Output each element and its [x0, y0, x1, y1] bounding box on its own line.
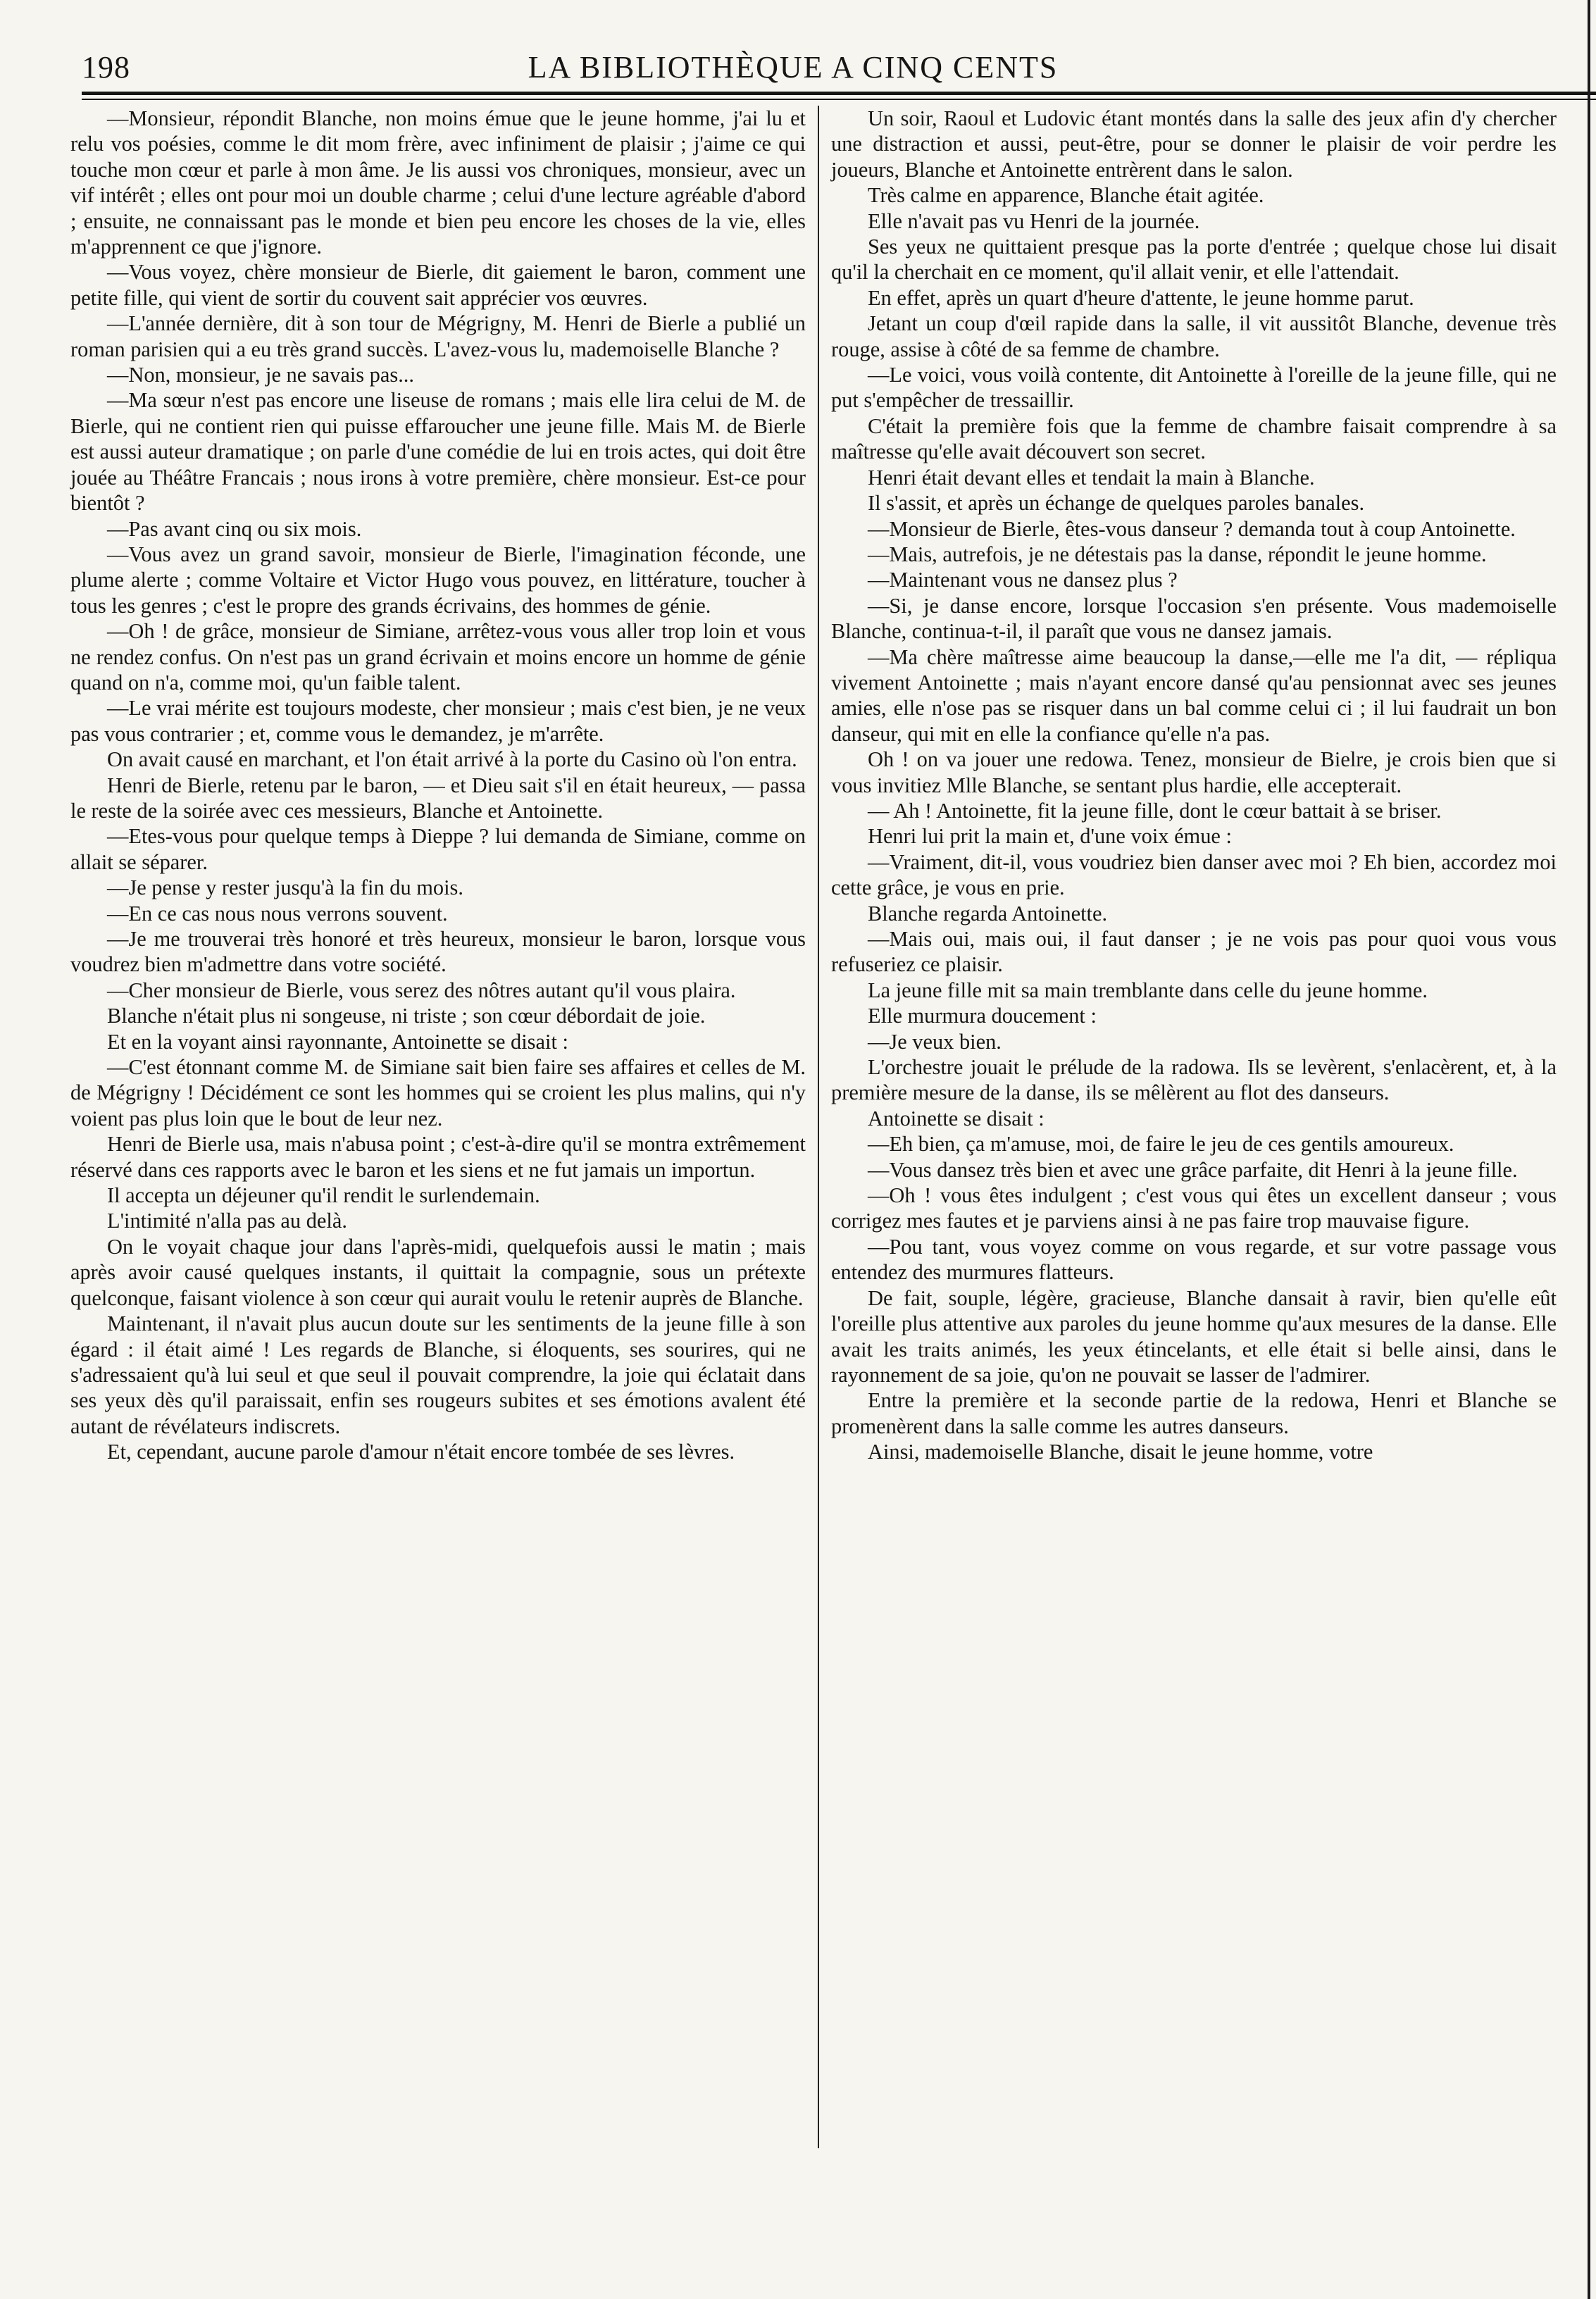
paragraph: —Mais, autrefois, je ne détestais pas la danse, répondit le jeune homme.: [868, 542, 1487, 566]
paragraph: —Vous dansez très bien et avec une grâce parfaite, dit Henri à la jeune fille.: [868, 1157, 1518, 1182]
running-title: LA BIBLIOTHÈQUE A CINQ CENTS: [528, 50, 1059, 85]
column-divider: [818, 106, 819, 2148]
paragraph: Blanche n'était plus ni songeuse, ni triste ; son cœur débordait de joie.: [107, 1004, 706, 1028]
header-rule: [82, 92, 1596, 95]
paragraph: —En ce cas nous nous verrons souvent.: [107, 901, 448, 926]
paragraph: —Pou tant, vous voyez comme on vous regarde, et sur votre passage vous entendez des murmures flatteurs.: [831, 1234, 1557, 1285]
paragraph: En effet, après un quart d'heure d'attente, le jeune homme parut.: [868, 285, 1414, 310]
paragraph: Henri de Bierle, retenu par le baron, — et Dieu sait s'il en était heureux, — passa le reste de la soirée avec ces messieurs, Blanche et Antoinette.: [70, 773, 806, 823]
paragraph: Entre la première et la seconde partie de la redowa, Henri et Blanche se promenèrent dans la salle comme les autres danseurs.: [831, 1388, 1557, 1438]
page-edge: [1588, 0, 1590, 2299]
paragraph: —Je me trouverai très honoré et très heureux, monsieur le baron, lorsque vous voudrez bien m'admettre dans votre société.: [70, 927, 806, 977]
paragraph: Antoinette se disait :: [868, 1106, 1045, 1130]
paragraph: —Ma chère maîtresse aime beaucoup la danse,—elle me l'a dit, — répliqua vivement Antoinette ; mais n'ayant encore dansé qu'au pensionnat avec ses jeunes amies, elle n'ose pas se risquer dans un bal comme celui ci ; il lui faudrait un bon danseur, qui mit en elle la confiance qu'elle n'a pas.: [831, 644, 1557, 746]
paragraph: L'orchestre jouait le prélude de la radowa. Ils se levèrent, s'enlacèrent, et, à la première mesure de la danse, ils se mêlèrent au flot des danseurs.: [831, 1055, 1557, 1105]
paragraph: Henri était devant elles et tendait la main à Blanche.: [868, 465, 1315, 490]
paragraph: Elle n'avait pas vu Henri de la journée.: [868, 208, 1200, 233]
paragraph: On avait causé en marchant, et l'on était arrivé à la porte du Casino où l'on entra.: [107, 747, 797, 772]
paragraph: —L'année dernière, dit à son tour de Mégrigny, M. Henri de Bierle a publié un roman parisien qui a eu très grand succès. L'avez-vous lu, mademoiselle Blanche ?: [70, 311, 806, 361]
paragraph: —Monsieur de Bierle, êtes-vous danseur ? demanda tout à coup Antoinette.: [868, 516, 1516, 541]
paragraph: —Oh ! vous êtes indulgent ; c'est vous qui êtes un excellent danseur ; vous corrigez mes fautes et je parviens ainsi à ne pas faire trop mauvaise figure.: [831, 1183, 1557, 1233]
paragraph: Henri lui prit la main et, d'une voix émue :: [868, 824, 1232, 849]
paragraph: Il accepta un déjeuner qu'il rendit le surlendemain.: [107, 1183, 540, 1208]
left-column: [70, 106, 806, 1465]
page-number: 198: [82, 50, 130, 85]
paragraph: C'était la première fois que la femme de chambre faisait comprendre à sa maîtresse qu'elle avait découvert son secret.: [831, 413, 1557, 464]
paragraph: —Oh ! de grâce, monsieur de Simiane, arrêtez-vous vous aller trop loin et vous ne rendez confus. On n'est pas un grand écrivain et moins encore un homme de génie quand on n'a, comme moi, qu'un faible talent.: [70, 619, 806, 694]
paragraph: Il s'assit, et après un échange de quelques paroles banales.: [868, 491, 1365, 516]
paragraph: —Mais oui, mais oui, il faut danser ; je ne vois pas pour quoi vous vous refuseriez ce plaisir.: [831, 927, 1557, 977]
paragraph: —Je veux bien.: [868, 1029, 1002, 1054]
paragraph: —Maintenant vous ne dansez plus ?: [868, 568, 1178, 592]
paragraph: La jeune fille mit sa main tremblante dans celle du jeune homme.: [868, 978, 1428, 1002]
paragraph: On le voyait chaque jour dans l'après-midi, quelquefois aussi le matin ; mais après avoir causé quelques instants, il quittait la compagnie, sous un prétexte quelconque, faisant violence à son cœur qui aurait voulu le retenir auprès de Blanche.: [70, 1234, 806, 1310]
paragraph: —Monsieur, répondit Blanche, non moins émue que le jeune homme, j'ai lu et relu vos poésies, comme le dit mom frère, avec infiniment de plaisir ; j'aime ce qui touche mon cœur et parle à mon âme. Je lis aussi vos chroniques, monsieur, avec un vif intérêt ; elles ont pour moi un double charme ; celui d'une lecture agréable d'abord ; ensuite, ne connaissant pas le monde et bien peu encore les choses de la vie, elles m'apprennent ce que j'ignore.: [70, 106, 806, 259]
paragraph: —Eh bien, ça m'amuse, moi, de faire le jeu de ces gentils amoureux.: [868, 1132, 1454, 1157]
paragraph: Maintenant, il n'avait plus aucun doute sur les sentiments de la jeune fille à son égard : il était aimé ! Les regards de Blanche, si éloquents, ses sourires, qui ne s'adressaient qu'à lui seul et que seul il pouvait comprendre, la joie qui éclatait dans ses yeux dès qu'il paraissait, enfin ses rougeurs subites et ses émotions avalent été autant de révélateurs indiscrets.: [70, 1312, 806, 1438]
paragraph: —Cher monsieur de Bierle, vous serez des nôtres autant qu'il vous plaira.: [107, 978, 736, 1002]
header-rule-thin: [82, 99, 1596, 100]
paragraph: Ses yeux ne quittaient presque pas la porte d'entrée ; quelque chose lui disait qu'il la cherchait en ce moment, qu'il allait venir, et elle l'attendait.: [831, 235, 1557, 285]
paragraph: —Pas avant cinq ou six mois.: [107, 516, 362, 541]
paragraph: —Le voici, vous voilà contente, dit Antoinette à l'oreille de la jeune fille, qui ne put s'empêcher de tressaillir.: [831, 363, 1557, 413]
paragraph: Henri de Bierle usa, mais n'abusa point ; c'est-à-dire qu'il se montra extrêmement réservé dans ces rapports avec le baron et les siens et ne fut jamais un importun.: [70, 1132, 806, 1182]
paragraph: —Le vrai mérite est toujours modeste, cher monsieur ; mais c'est bien, je ne veux pas vous contrarier ; et, comme vous le demandez, je m'arrête.: [70, 696, 806, 746]
paragraph: —Si, je danse encore, lorsque l'occasion s'en présente. Vous mademoiselle Blanche, continua-t-il, il paraît que vous ne dansez jamais.: [831, 593, 1557, 644]
paragraph: —Vraiment, dit-il, vous voudriez bien danser avec moi ? Eh bien, accordez moi cette grâce, je vous en prie.: [831, 849, 1557, 900]
paragraph: L'intimité n'alla pas au delà.: [107, 1209, 347, 1233]
paragraph: —Etes-vous pour quelque temps à Dieppe ? lui demanda de Simiane, comme on allait se séparer.: [70, 824, 806, 874]
paragraph: — Ah ! Antoinette, fit la jeune fille, dont le cœur battait à se briser.: [868, 798, 1442, 823]
paragraph: De fait, souple, légère, gracieuse, Blanche dansait à ravir, bien qu'elle eût l'oreille plus attentive aux paroles du jeune homme qu'aux mesures de la danse. Elle avait les traits animés, les yeux étincelants, et elle était si belle ainsi, dans le rayonnement de sa joie, qu'on ne pouvait se lasser de l'admirer.: [831, 1285, 1557, 1387]
paragraph: —Non, monsieur, je ne savais pas...: [107, 363, 414, 387]
paragraph: Elle murmura doucement :: [868, 1004, 1097, 1028]
paragraph: —Ma sœur n'est pas encore une liseuse de romans ; mais elle lira celui de M. de Bierle, qui ne contient rien qui puisse effaroucher une jeune fille. Mais M. de Bierle est aussi auteur dramatique ; on parle d'une comédie de lui en trois actes, qui doit être jouée au Théâtre Francais ; nous irons à votre première, chère monsieur. Est-ce pour bientôt ?: [70, 388, 806, 516]
paragraph: Jetant un coup d'œil rapide dans la salle, il vit aussitôt Blanche, devenue très rouge, assise à côté de sa femme de chambre.: [831, 311, 1557, 361]
paragraph: —Vous voyez, chère monsieur de Bierle, dit gaiement le baron, comment une petite fille, qui vient de sortir du couvent sait apprécier vos œuvres.: [70, 260, 806, 310]
right-column: [831, 106, 1557, 1465]
paragraph: —C'est étonnant comme M. de Simiane sait bien faire ses affaires et celles de M. de Mégrigny ! Décidément ce sont les hommes qui se croient les plus malins, qui n'y voient pas plus loin que le bout de leur nez.: [70, 1055, 806, 1130]
paragraph: Et en la voyant ainsi rayonnante, Antoinette se disait :: [107, 1029, 568, 1054]
page-header: [82, 44, 1504, 90]
paragraph: Oh ! on va jouer une redowa. Tenez, monsieur de Bielre, je crois bien que si vous invitiez Mlle Blanche, se sentant plus hardie, elle accepterait.: [831, 747, 1557, 797]
paragraph: Blanche regarda Antoinette.: [868, 901, 1108, 926]
paragraph: —Je pense y rester jusqu'à la fin du mois.: [107, 876, 463, 900]
paragraph: Très calme en apparence, Blanche était agitée.: [868, 183, 1264, 208]
paragraph: Un soir, Raoul et Ludovic étant montés dans la salle des jeux afin d'y chercher une distraction et aussi, peut-être, pour se donner le plaisir de voir perdre les joueurs, Blanche et Antoinette entrèrent dans le salon.: [831, 106, 1557, 182]
paragraph: Ainsi, mademoiselle Blanche, disait le jeune homme, votre: [868, 1440, 1373, 1464]
paragraph: Et, cependant, aucune parole d'amour n'était encore tombée de ses lèvres.: [107, 1440, 735, 1464]
paragraph: —Vous avez un grand savoir, monsieur de Bierle, l'imagination féconde, une plume alerte ; comme Voltaire et Victor Hugo vous pouvez, en littérature, toucher à tous les genres ; c'est le propre des grands écrivains, des hommes de génie.: [70, 542, 806, 618]
